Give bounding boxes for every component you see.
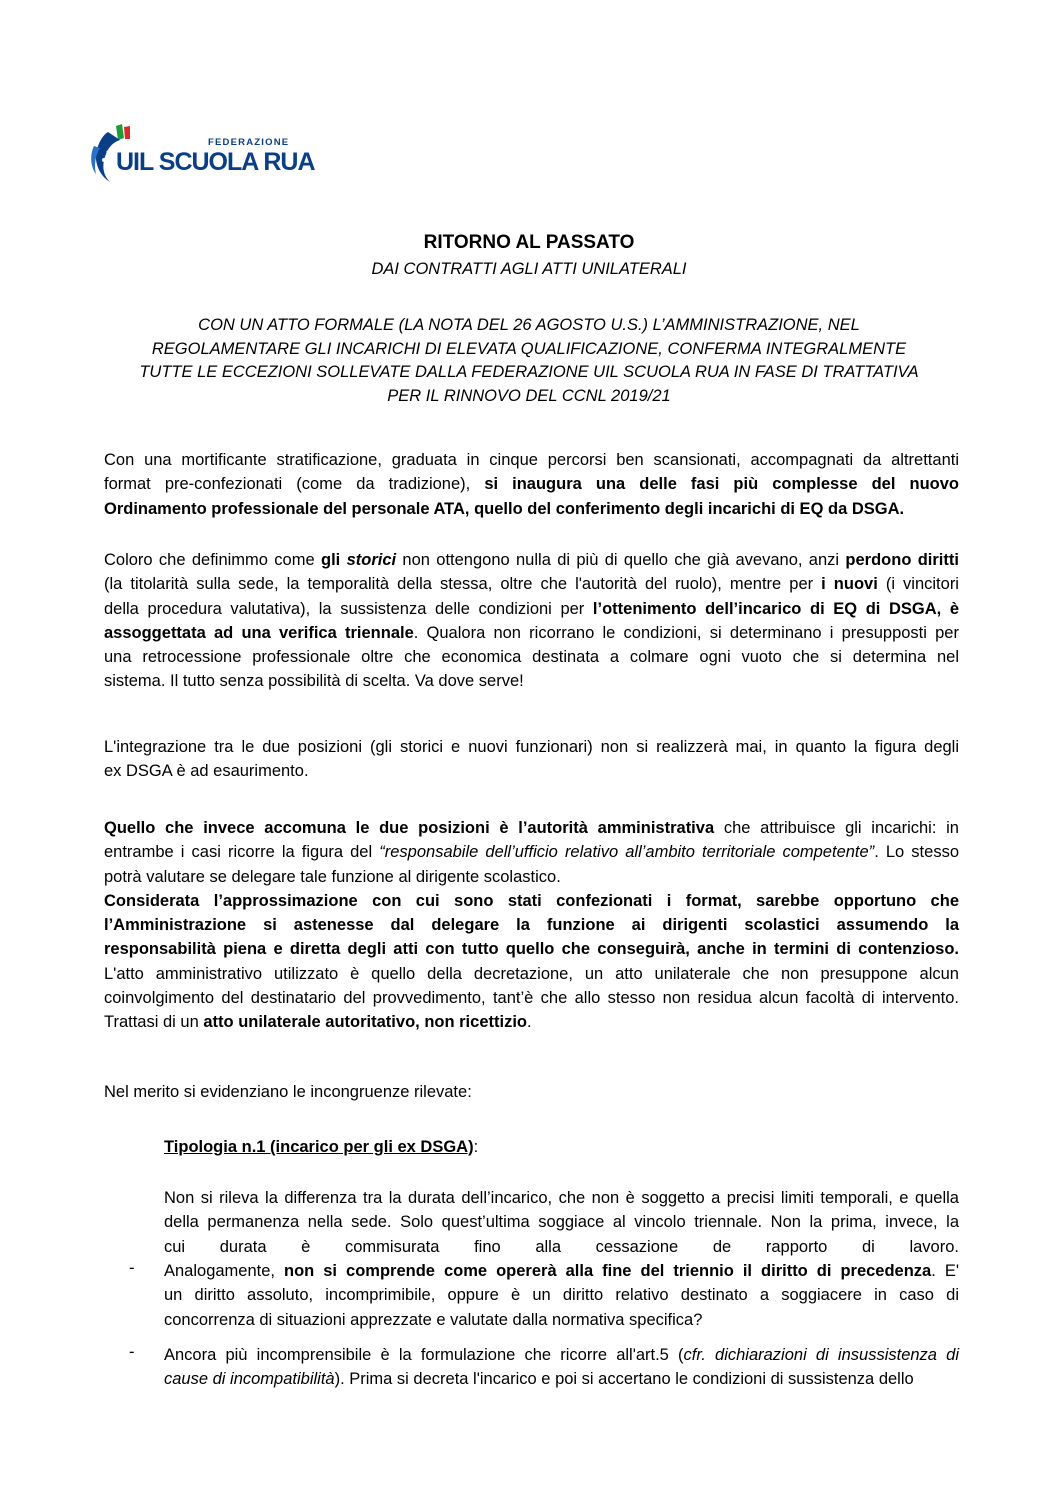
bullet-dash: -: [129, 1343, 135, 1361]
text-line: cui durata è commisurata fino alla cessazione de rapporto di lavoro.: [164, 1237, 959, 1256]
paragraph-1: [104, 448, 959, 521]
paragraph-3: [104, 735, 959, 784]
text-line: ex DSGA è ad esaurimento.: [104, 762, 309, 781]
caps-line: REGOLAMENTARE GLI INCARICHI DI ELEVATA QUALIFICAZIONE, CONFERMA INTEGRALMENTE: [151, 339, 907, 358]
text-line: Con una mortificante stratificazione, graduata in cinque percorsi ben scansionati, accompagnati da altrettanti: [104, 451, 959, 469]
text-line: Ordinamento professionale del personale ATA, quello del conferimento degli incarichi di EQ da DSGA.: [104, 499, 905, 518]
bullet-dash: -: [129, 1259, 135, 1277]
text-line: responsabilità piena e diretta degli atti con tutto quello che conseguirà, anche in termini di contenzioso.: [104, 940, 959, 959]
paragraph-5: [104, 1080, 959, 1104]
text-line: Quello che invece accomuna le due posizioni è l’autorità amministrativa che attribuisce gli incarichi: in: [104, 819, 959, 837]
text-line: coinvolgimento del destinatario del provvedimento, tant’è che allo stesso non residua alcun facoltà di intervento.: [104, 989, 959, 1008]
document-subtitle: DAI CONTRATTI AGLI ATTI UNILATERALI: [371, 260, 687, 278]
text-line: cause di incompatibilità). Prima si decreta l'incarico e poi si accertano le condizioni di sussistenza dello: [164, 1370, 914, 1389]
text-line: L'integrazione tra le due posizioni (gli storici e nuovi funzionari) non si realizzerà mai, in quanto la figura degli: [104, 738, 959, 756]
bullet-item-1: [164, 1259, 959, 1332]
text-line: concorrenza di situazioni apprezzate e valutate dalla normativa specifica?: [164, 1310, 703, 1329]
caps-line: PER IL RINNOVO DEL CCNL 2019/21: [387, 386, 671, 405]
text-line: Non si rileva la differenza tra la durata dell’incarico, che non è soggetto a precisi limiti temporali, e quella: [164, 1189, 959, 1207]
section-paragraph: [164, 1186, 959, 1259]
text-line: potrà valutare se delegare tale funzione al dirigente scolastico.: [104, 867, 561, 886]
text-line: Considerata l’approssimazione con cui sono stati confezionati i format, sarebbe opportuno che: [104, 891, 959, 910]
text-line: una retrocessione professionale oltre che economica destinata a colmare ogni vuoto che si determina nel: [104, 648, 959, 667]
text-line: Coloro che definimmo come gli storici non ottengono nulla di più di quello che già avevano, anzi perdono diritti: [104, 551, 959, 569]
document-title: RITORNO AL PASSATO: [423, 232, 635, 253]
text-line: (la titolarità sulla sede, la temporalità della stessa, oltre che l'autorità del ruolo), mentre per i nuovi (i vincitori: [104, 575, 959, 594]
text-line: format pre-confezionati (come da tradizione), si inaugura una delle fasi più complesse del nuovo: [104, 475, 959, 494]
text-line: l’Amministrazione si astenesse dal delegare la funzione ai dirigenti scolastici assumendo la: [104, 916, 959, 935]
text-line: della permanenza nella sede. Solo quest’ultima soggiace al vincolo triennale. Non la prima, invece, la: [164, 1213, 959, 1232]
text-line: Trattasi di un atto unilaterale autoritativo, non ricettizio.: [104, 1013, 532, 1032]
text-line: Analogamente, non si comprende come opererà alla fine del triennio il diritto di precedenza. E': [164, 1262, 959, 1280]
logo-name-text: UIL SCUOLA RUA: [116, 148, 315, 176]
text-line: della procedura valutativa), la sussistenza delle condizioni per l’ottenimento dell’incarico di EQ di DSGA, è: [104, 599, 959, 618]
uil-scuola-rua-logo: [86, 124, 315, 186]
text-line: Ancora più incomprensibile è la formulazione che ricorre all'art.5 (cfr. dichiarazioni di insussistenza di: [164, 1346, 960, 1364]
paragraph-2: [104, 548, 959, 694]
section-heading: Tipologia n.1 (incarico per gli ex DSGA):: [164, 1138, 479, 1156]
text-line: sistema. Il tutto senza possibilità di scelta. Va dove serve!: [104, 672, 524, 691]
bullet-item-2: [164, 1343, 959, 1392]
text-line: entrambe i casi ricorre la figura del “responsabile dell’ufficio relativo all’ambito territoriale competente”. Lo stesso: [104, 843, 959, 862]
paragraph-4: [104, 816, 959, 1035]
text-line: assoggettata ad una verifica triennale. Qualora non ricorrano le condizioni, si determinano i presupposti per: [104, 623, 959, 642]
text-line: Nel merito si evidenziano le incongruenze rilevate:: [104, 1083, 472, 1101]
text-line: L'atto amministrativo utilizzato è quello della decretazione, un atto unilaterale che non presuppone alcun: [104, 964, 959, 983]
caps-summary: [0, 314, 1058, 408]
logo-federazione-text: FEDERAZIONE: [208, 137, 290, 148]
caps-line: CON UN ATTO FORMALE (LA NOTA DEL 26 AGOSTO U.S.) L’AMMINISTRAZIONE, NEL: [198, 316, 860, 334]
text-line: un diritto assoluto, incomprimibile, oppure è un diritto relativo destinato a soggiacere in caso di: [164, 1286, 959, 1305]
caps-line: TUTTE LE ECCEZIONI SOLLEVATE DALLA FEDERAZIONE UIL SCUOLA RUA IN FASE DI TRATTATIVA: [139, 363, 919, 381]
